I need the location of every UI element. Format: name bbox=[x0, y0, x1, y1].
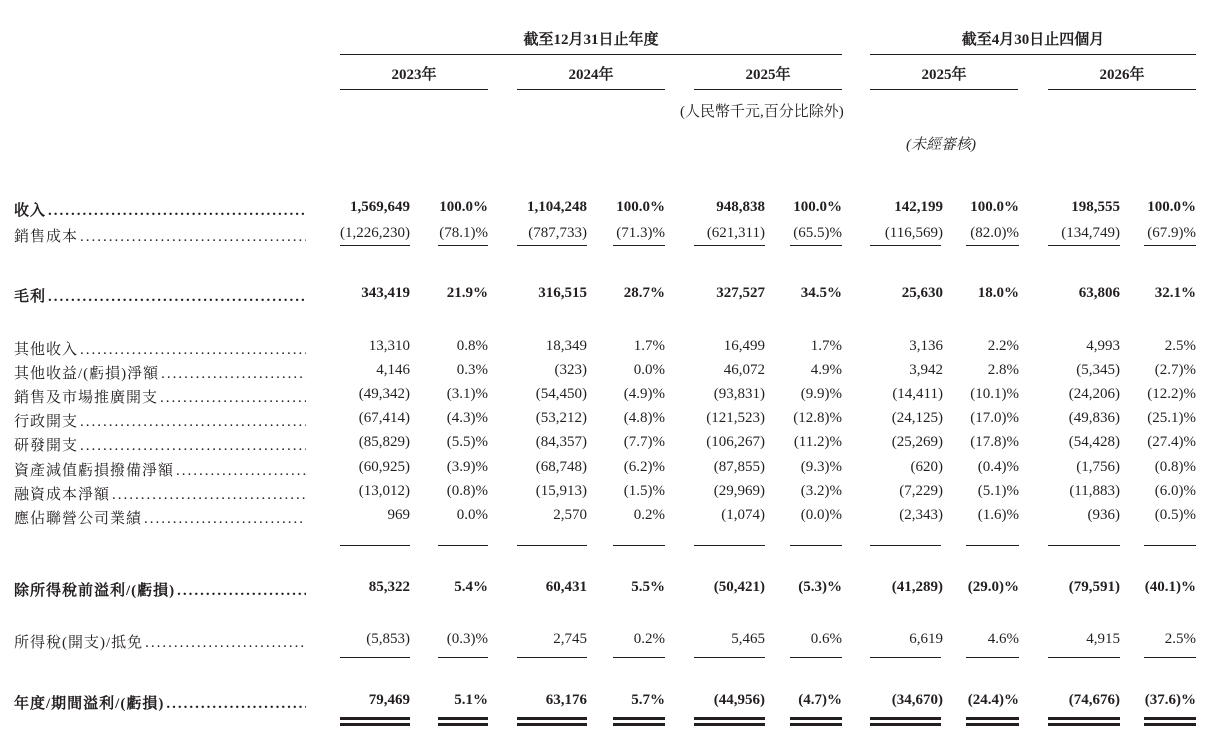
cell-2025-amount: (621,311) bbox=[706, 225, 765, 241]
cell-2024-amount: 316,515 bbox=[538, 285, 587, 301]
cell-2023-amount: 85,322 bbox=[368, 579, 410, 595]
row-label bbox=[14, 579, 306, 600]
row-label bbox=[14, 386, 306, 407]
cell-2025-pct: 100.0% bbox=[793, 199, 842, 215]
cell-p2025-amount: (25,269) bbox=[891, 434, 943, 450]
row-label-text: 銷售成本 bbox=[14, 229, 79, 245]
subtotal-underline bbox=[340, 545, 410, 546]
cell-p2026-amount: (54,428) bbox=[1068, 434, 1120, 450]
cell-2025-pct: 34.5% bbox=[800, 285, 842, 301]
row-label bbox=[14, 225, 306, 246]
cell-2025-pct: (4.7)% bbox=[798, 692, 842, 708]
cell-p2026-amount: 4,993 bbox=[1086, 338, 1120, 354]
cell-p2025-pct: (17.0)% bbox=[970, 410, 1019, 426]
cell-2025-pct: (11.2)% bbox=[793, 434, 842, 450]
cell-p2025-amount: (14,411) bbox=[892, 386, 943, 402]
subtotal-underline bbox=[438, 545, 488, 546]
cell-2023-amount: (13,012) bbox=[358, 483, 410, 499]
row-label-text: 融資成本淨額 bbox=[14, 487, 111, 503]
subtotal-underline bbox=[1144, 545, 1196, 546]
cell-2024-amount: 2,570 bbox=[553, 507, 587, 523]
cell-p2026-pct: (6.0)% bbox=[1154, 483, 1196, 499]
subtotal-underline bbox=[790, 245, 842, 246]
row-label-text: 其他收益/(虧損)淨額 bbox=[14, 366, 160, 382]
cell-p2026-pct: (27.4)% bbox=[1147, 434, 1196, 450]
cell-2024-pct: (7.7)% bbox=[623, 434, 665, 450]
cell-p2026-pct: (0.5)% bbox=[1154, 507, 1196, 523]
cell-2025-amount: 5,465 bbox=[731, 631, 765, 647]
group-header-period: 截至4月30日止四個月 bbox=[961, 32, 1105, 48]
cell-2025-amount: (50,421) bbox=[713, 579, 765, 595]
cell-p2025-amount: 3,136 bbox=[909, 338, 943, 354]
cell-p2026-amount: (74,676) bbox=[1068, 692, 1120, 708]
cell-2025-amount: (44,956) bbox=[713, 692, 765, 708]
cell-2024-pct: 0.2% bbox=[633, 631, 665, 647]
cell-p2025-amount: 3,942 bbox=[909, 362, 943, 378]
cell-p2026-amount: (936) bbox=[1087, 507, 1120, 523]
cell-p2026-amount: 4,915 bbox=[1086, 631, 1120, 647]
cell-p2026-pct: (0.8)% bbox=[1154, 459, 1196, 475]
row-label bbox=[14, 410, 306, 431]
cell-2025-amount: (87,855) bbox=[713, 459, 765, 475]
cell-2024-amount: (323) bbox=[554, 362, 587, 378]
cell-2024-pct: (71.3)% bbox=[616, 225, 665, 241]
cell-2023-amount: (1,226,230) bbox=[340, 225, 410, 241]
subtotal-underline bbox=[517, 245, 587, 246]
row-label bbox=[14, 631, 306, 652]
subtotal-underline bbox=[694, 657, 765, 658]
subtotal-underline bbox=[613, 545, 665, 546]
row-label-text: 研發開支 bbox=[14, 438, 79, 454]
cell-p2025-pct: 2.2% bbox=[987, 338, 1019, 354]
subtotal-underline bbox=[1048, 245, 1120, 246]
row-label-text: 銷售及市場推廣開支 bbox=[14, 390, 159, 406]
total-double-underline bbox=[613, 717, 665, 726]
cell-p2025-pct: 18.0% bbox=[977, 285, 1019, 301]
total-double-underline bbox=[1048, 717, 1120, 726]
subtotal-underline bbox=[966, 657, 1019, 658]
cell-2023-pct: (5.5)% bbox=[446, 434, 488, 450]
row-label-text: 年度/期間溢利/(虧損) bbox=[14, 696, 165, 712]
cell-2023-pct: (4.3)% bbox=[446, 410, 488, 426]
subtotal-underline bbox=[694, 245, 765, 246]
row-label bbox=[14, 459, 306, 480]
cell-p2025-pct: 100.0% bbox=[970, 199, 1019, 215]
cell-p2026-amount: (79,591) bbox=[1068, 579, 1120, 595]
row-label bbox=[14, 507, 306, 528]
cell-2023-pct: (0.3)% bbox=[446, 631, 488, 647]
cell-2025-amount: (1,074) bbox=[721, 507, 765, 523]
cell-p2026-amount: (1,756) bbox=[1076, 459, 1120, 475]
row-label-text: 資產減值虧損撥備淨額 bbox=[14, 463, 175, 479]
cell-2024-pct: 100.0% bbox=[616, 199, 665, 215]
subtotal-underline bbox=[870, 657, 941, 658]
subtotal-underline bbox=[1048, 545, 1120, 546]
cell-p2025-amount: 6,619 bbox=[909, 631, 943, 647]
group-rule-year bbox=[340, 54, 842, 55]
cell-2024-pct: (4.9)% bbox=[623, 386, 665, 402]
cell-2025-amount: 327,527 bbox=[716, 285, 765, 301]
cell-2023-pct: 5.4% bbox=[454, 579, 488, 595]
cell-p2025-pct: (17.8)% bbox=[970, 434, 1019, 450]
cell-p2025-pct: (82.0)% bbox=[970, 225, 1019, 241]
cell-2025-pct: (5.3)% bbox=[798, 579, 842, 595]
row-label-text: 除所得稅前溢利/(虧損) bbox=[14, 583, 176, 599]
year-rule-2024 bbox=[517, 89, 665, 90]
unit-note: (人民幣千元,百分比除外) bbox=[680, 104, 844, 120]
row-label bbox=[14, 285, 306, 306]
year-header-2023: 2023年 bbox=[391, 67, 437, 83]
subtotal-underline bbox=[1048, 657, 1120, 658]
cell-2025-pct: (9.3)% bbox=[800, 459, 842, 475]
subtotal-underline bbox=[1144, 245, 1196, 246]
cell-2025-amount: (106,267) bbox=[706, 434, 765, 450]
cell-2025-amount: 46,072 bbox=[723, 362, 765, 378]
row-label bbox=[14, 362, 306, 383]
cell-2025-amount: (93,831) bbox=[713, 386, 765, 402]
cell-2024-amount: 2,745 bbox=[553, 631, 587, 647]
subtotal-underline bbox=[438, 245, 488, 246]
cell-2025-pct: (9.9)% bbox=[800, 386, 842, 402]
total-double-underline bbox=[517, 717, 587, 726]
cell-p2025-pct: 4.6% bbox=[987, 631, 1019, 647]
row-label-text: 毛利 bbox=[14, 289, 47, 305]
cell-2025-pct: (0.0)% bbox=[800, 507, 842, 523]
group-header-year: 截至12月31日止年度 bbox=[523, 32, 659, 48]
cell-2023-pct: (0.8)% bbox=[446, 483, 488, 499]
cell-p2026-pct: 32.1% bbox=[1154, 285, 1196, 301]
cell-p2025-pct: (5.1)% bbox=[977, 483, 1019, 499]
cell-2023-amount: (49,342) bbox=[358, 386, 410, 402]
subtotal-underline bbox=[870, 245, 941, 246]
cell-p2025-pct: (24.4)% bbox=[967, 692, 1019, 708]
subtotal-underline bbox=[340, 657, 410, 658]
subtotal-underline bbox=[966, 245, 1019, 246]
cell-p2025-pct: (10.1)% bbox=[970, 386, 1019, 402]
subtotal-underline bbox=[613, 245, 665, 246]
cell-2023-pct: 0.3% bbox=[456, 362, 488, 378]
cell-p2026-amount: (11,883) bbox=[1069, 483, 1120, 499]
cell-p2026-pct: 100.0% bbox=[1147, 199, 1196, 215]
cell-2023-amount: 1,569,649 bbox=[350, 199, 410, 215]
cell-p2025-amount: (24,125) bbox=[891, 410, 943, 426]
cell-2023-pct: 0.0% bbox=[456, 507, 488, 523]
cell-2025-amount: (29,969) bbox=[713, 483, 765, 499]
cell-p2025-amount: (116,569) bbox=[884, 225, 943, 241]
subtotal-underline bbox=[1144, 657, 1196, 658]
total-double-underline bbox=[438, 717, 488, 726]
cell-2023-amount: 343,419 bbox=[361, 285, 410, 301]
cell-2025-pct: 1.7% bbox=[810, 338, 842, 354]
cell-p2026-amount: (49,836) bbox=[1068, 410, 1120, 426]
cell-p2025-amount: (34,670) bbox=[891, 692, 943, 708]
year-header-2024: 2024年 bbox=[568, 67, 614, 83]
cell-2024-amount: (84,357) bbox=[535, 434, 587, 450]
subtotal-underline bbox=[438, 657, 488, 658]
cell-2024-amount: (15,913) bbox=[535, 483, 587, 499]
cell-2023-amount: (60,925) bbox=[358, 459, 410, 475]
total-double-underline bbox=[966, 717, 1019, 726]
cell-2024-pct: 1.7% bbox=[633, 338, 665, 354]
cell-2023-amount: 969 bbox=[387, 507, 410, 523]
subtotal-underline bbox=[966, 545, 1019, 546]
cell-p2026-pct: (40.1)% bbox=[1144, 579, 1196, 595]
cell-p2025-amount: 142,199 bbox=[894, 199, 943, 215]
cell-2023-pct: 5.1% bbox=[454, 692, 488, 708]
subtotal-underline bbox=[870, 545, 941, 546]
cell-2024-amount: 63,176 bbox=[545, 692, 587, 708]
total-double-underline bbox=[340, 717, 410, 726]
period-rule-2026 bbox=[1048, 89, 1196, 90]
year-rule-2023 bbox=[340, 89, 488, 90]
unaudited-note: (未經審核) bbox=[906, 137, 976, 153]
period-header-2025: 2025年 bbox=[921, 67, 967, 83]
total-double-underline bbox=[1144, 717, 1196, 726]
cell-p2025-amount: 25,630 bbox=[901, 285, 943, 301]
cell-p2026-amount: 63,806 bbox=[1078, 285, 1120, 301]
cell-p2026-pct: (12.2)% bbox=[1147, 386, 1196, 402]
group-rule-period bbox=[870, 54, 1196, 55]
subtotal-underline bbox=[790, 545, 842, 546]
cell-2023-pct: 21.9% bbox=[446, 285, 488, 301]
row-label bbox=[14, 338, 306, 359]
cell-2024-amount: 60,431 bbox=[545, 579, 587, 595]
cell-2023-pct: (3.1)% bbox=[446, 386, 488, 402]
cell-2024-amount: (54,450) bbox=[535, 386, 587, 402]
total-double-underline bbox=[790, 717, 842, 726]
subtotal-underline bbox=[517, 657, 587, 658]
subtotal-underline bbox=[694, 545, 765, 546]
cell-2023-amount: (5,853) bbox=[366, 631, 410, 647]
cell-2023-amount: 79,469 bbox=[368, 692, 410, 708]
total-double-underline bbox=[694, 717, 765, 726]
cell-2024-pct: 0.2% bbox=[633, 507, 665, 523]
subtotal-underline bbox=[517, 545, 587, 546]
cell-2024-amount: (68,748) bbox=[535, 459, 587, 475]
cell-2024-pct: (1.5)% bbox=[623, 483, 665, 499]
cell-2024-pct: (4.8)% bbox=[623, 410, 665, 426]
row-label-text: 行政開支 bbox=[14, 414, 79, 430]
cell-2025-amount: 16,499 bbox=[723, 338, 765, 354]
cell-2024-pct: 28.7% bbox=[623, 285, 665, 301]
cell-2024-pct: 0.0% bbox=[633, 362, 665, 378]
cell-2023-amount: (67,414) bbox=[358, 410, 410, 426]
cell-2023-pct: (78.1)% bbox=[439, 225, 488, 241]
period-header-2026: 2026年 bbox=[1099, 67, 1145, 83]
cell-2025-amount: (121,523) bbox=[706, 410, 765, 426]
cell-p2025-pct: 2.8% bbox=[987, 362, 1019, 378]
cell-2025-pct: (65.5)% bbox=[793, 225, 842, 241]
year-header-2025: 2025年 bbox=[745, 67, 791, 83]
row-label-text: 收入 bbox=[14, 203, 47, 219]
cell-2025-pct: (3.2)% bbox=[800, 483, 842, 499]
cell-2023-pct: 0.8% bbox=[456, 338, 488, 354]
cell-p2026-pct: (67.9)% bbox=[1147, 225, 1196, 241]
period-rule-2025 bbox=[870, 89, 1018, 90]
cell-p2025-pct: (29.0)% bbox=[967, 579, 1019, 595]
cell-2023-amount: 13,310 bbox=[368, 338, 410, 354]
cell-p2026-pct: 2.5% bbox=[1164, 338, 1196, 354]
cell-2024-amount: (787,733) bbox=[528, 225, 587, 241]
row-label-text: 應佔聯營公司業績 bbox=[14, 511, 143, 527]
subtotal-underline bbox=[790, 657, 842, 658]
cell-p2026-amount: 198,555 bbox=[1071, 199, 1120, 215]
subtotal-underline bbox=[340, 245, 410, 246]
row-label-text: 所得稅(開支)/抵免 bbox=[14, 635, 144, 651]
cell-2023-amount: 4,146 bbox=[376, 362, 410, 378]
cell-p2026-pct: (37.6)% bbox=[1144, 692, 1196, 708]
cell-p2026-amount: (134,749) bbox=[1061, 225, 1120, 241]
cell-2024-amount: (53,212) bbox=[535, 410, 587, 426]
cell-2024-pct: 5.7% bbox=[631, 692, 665, 708]
cell-p2026-amount: (24,206) bbox=[1068, 386, 1120, 402]
cell-2024-pct: (6.2)% bbox=[623, 459, 665, 475]
cell-2025-amount: 948,838 bbox=[716, 199, 765, 215]
cell-2025-pct: (12.8)% bbox=[793, 410, 842, 426]
year-rule-2025 bbox=[694, 89, 842, 90]
cell-p2026-pct: 2.5% bbox=[1164, 631, 1196, 647]
cell-2025-pct: 0.6% bbox=[810, 631, 842, 647]
row-label bbox=[14, 434, 306, 455]
cell-p2025-amount: (41,289) bbox=[891, 579, 943, 595]
cell-2025-pct: 4.9% bbox=[810, 362, 842, 378]
cell-2023-pct: (3.9)% bbox=[446, 459, 488, 475]
row-label bbox=[14, 483, 306, 504]
cell-2024-pct: 5.5% bbox=[631, 579, 665, 595]
cell-2023-pct: 100.0% bbox=[439, 199, 488, 215]
cell-p2025-amount: (7,229) bbox=[899, 483, 943, 499]
cell-2023-amount: (85,829) bbox=[358, 434, 410, 450]
row-label bbox=[14, 692, 306, 713]
total-double-underline bbox=[870, 717, 941, 726]
row-label bbox=[14, 199, 306, 220]
cell-2024-amount: 1,104,248 bbox=[527, 199, 587, 215]
cell-p2026-amount: (5,345) bbox=[1076, 362, 1120, 378]
cell-2024-amount: 18,349 bbox=[545, 338, 587, 354]
subtotal-underline bbox=[613, 657, 665, 658]
cell-p2026-pct: (25.1)% bbox=[1147, 410, 1196, 426]
cell-p2025-pct: (0.4)% bbox=[977, 459, 1019, 475]
cell-p2025-amount: (2,343) bbox=[899, 507, 943, 523]
cell-p2025-pct: (1.6)% bbox=[977, 507, 1019, 523]
cell-p2026-pct: (2.7)% bbox=[1154, 362, 1196, 378]
row-label-text: 其他收入 bbox=[14, 342, 79, 358]
cell-p2025-amount: (620) bbox=[910, 459, 943, 475]
